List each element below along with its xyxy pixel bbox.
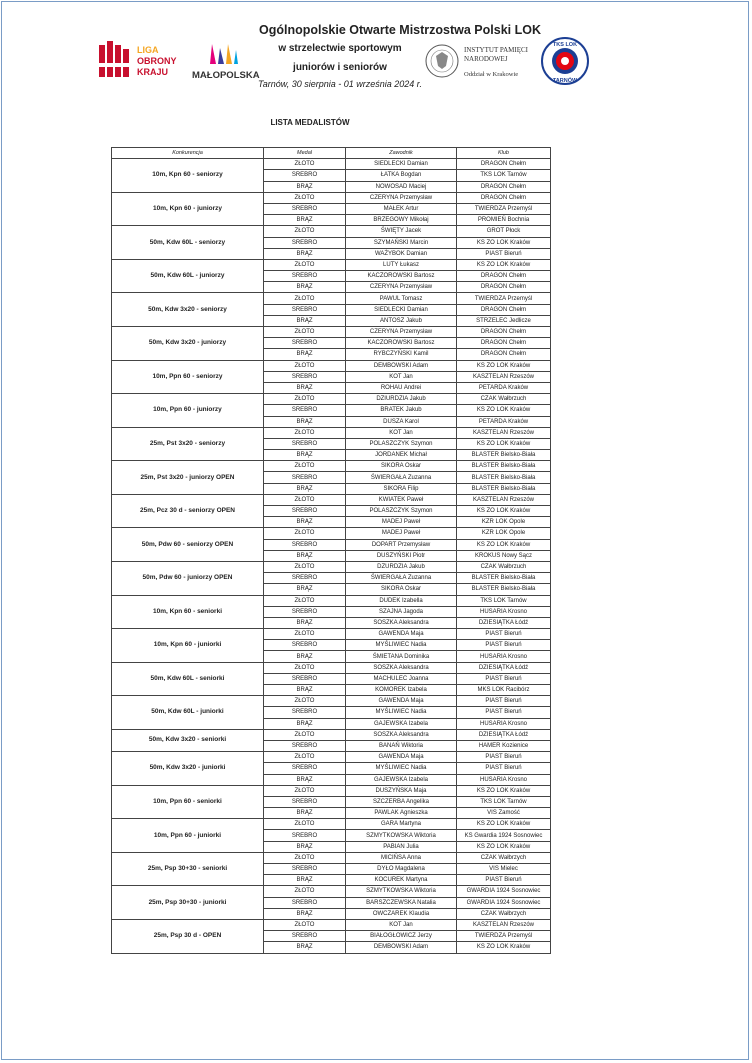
club-cell: BLASTER Bielsko-Biała (457, 472, 551, 483)
medal-cell: SREBRO (264, 796, 346, 807)
club-cell: GWARDIA 1924 Sosnowiec (457, 897, 551, 908)
club-cell: BLASTER Bielsko-Biała (457, 573, 551, 584)
club-cell: CZAK Wałbrzuch (457, 561, 551, 572)
medal-cell: SREBRO (264, 170, 346, 181)
medal-cell: BRĄZ (264, 908, 346, 919)
athlete-cell: RYBCZYŃSKI Kamil (346, 349, 457, 360)
club-cell: KASZTELAN Rzeszów (457, 427, 551, 438)
club-cell: KASZTELAN Rzeszów (457, 494, 551, 505)
event-name: 50m, Kdw 60L - juniorki (112, 696, 264, 730)
event-name: 10m, Kpn 60 - seniorki (112, 595, 264, 629)
athlete-cell: SOSZKA Aleksandra (346, 729, 457, 740)
club-cell: DRAGON Chełm (457, 181, 551, 192)
ipn-line2: NARODOWEJ (464, 55, 508, 63)
athlete-cell: DEMBOWSKI Adam (346, 942, 457, 953)
medal-cell: ZŁOTO (264, 729, 346, 740)
athlete-cell: MADEJ Paweł (346, 528, 457, 539)
medal-cell: ZŁOTO (264, 785, 346, 796)
athlete-cell: SIKORA Oskar (346, 461, 457, 472)
medal-cell: SREBRO (264, 405, 346, 416)
athlete-cell: BRATEK Jakub (346, 405, 457, 416)
page-subtitle-2: juniorów i seniorów (293, 62, 387, 73)
athlete-cell: KOT Jan (346, 919, 457, 930)
athlete-cell: NOWOSAD Maciej (346, 181, 457, 192)
medal-cell: BRĄZ (264, 617, 346, 628)
club-cell: DRAGON Chełm (457, 304, 551, 315)
club-cell: PIAST Bieruń (457, 875, 551, 886)
athlete-cell: BRZEGOWY Mikołaj (346, 215, 457, 226)
table-row (112, 729, 551, 740)
event-name: 25m, Psp 30+30 - seniorki (112, 852, 264, 886)
ipn-line1: INSTYTUT PAMIĘCI (464, 46, 528, 54)
club-cell: KS ZO LOK Kraków (457, 841, 551, 852)
athlete-cell: DUSZA Karol (346, 416, 457, 427)
medal-cell: BRĄZ (264, 718, 346, 729)
tks-logo-bottom: TARNÓW (552, 78, 578, 84)
event-name: 10m, Kpn 60 - seniorzy (112, 159, 264, 193)
medal-cell: SREBRO (264, 830, 346, 841)
athlete-cell: GAJEWSKA Izabela (346, 774, 457, 785)
medal-cell: SREBRO (264, 438, 346, 449)
athlete-cell: CZERYNA Przemysław (346, 192, 457, 203)
table-row (112, 785, 551, 796)
event-name: 50m, Kdw 60L - seniorzy (112, 226, 264, 260)
header-club: Klub (457, 148, 551, 159)
athlete-cell: CZERYNA Przemysław (346, 282, 457, 293)
athlete-cell: DUSZYŃSKI Piotr (346, 550, 457, 561)
athlete-cell: DUDEK Izabella (346, 595, 457, 606)
medal-cell: BRĄZ (264, 215, 346, 226)
table-row (112, 919, 551, 930)
medal-cell: BRĄZ (264, 282, 346, 293)
table-row (112, 192, 551, 203)
event-name: 50m, Pdw 60 - juniorzy OPEN (112, 561, 264, 595)
medal-cell: BRĄZ (264, 517, 346, 528)
tks-logo (540, 36, 590, 86)
medal-cell: BRĄZ (264, 416, 346, 427)
athlete-cell: SIKORA Oskar (346, 584, 457, 595)
ipn-line3: Oddział w Krakowie (464, 71, 519, 78)
medal-cell: SREBRO (264, 573, 346, 584)
table-row (112, 629, 551, 640)
table-body (112, 159, 551, 953)
table-row (112, 293, 551, 304)
page-title: Ogólnopolskie Otwarte Mistrzostwa Polski LOK (259, 23, 541, 37)
club-cell: KS ZO LOK Kraków (457, 506, 551, 517)
club-cell: HAMER Kozienice (457, 740, 551, 751)
athlete-cell: ŁATKA Bogdan (346, 170, 457, 181)
medal-cell: BRĄZ (264, 685, 346, 696)
medal-cell: ZŁOTO (264, 886, 346, 897)
athlete-cell: POLASZCZYK Szymon (346, 506, 457, 517)
medal-cell: BRĄZ (264, 808, 346, 819)
athlete-cell: SZYMAŃSKI Marcin (346, 237, 457, 248)
club-cell: DZIESIĄTKA Łódź (457, 617, 551, 628)
medal-cell: ZŁOTO (264, 394, 346, 405)
medal-cell: SREBRO (264, 931, 346, 942)
athlete-cell: ROHAU Andrei (346, 382, 457, 393)
event-name: 50m, Pdw 60 - seniorzy OPEN (112, 528, 264, 562)
athlete-cell: SIEDLECKI Damian (346, 304, 457, 315)
medal-cell: ZŁOTO (264, 494, 346, 505)
medal-cell: SREBRO (264, 707, 346, 718)
club-cell: PIAST Bieruń (457, 707, 551, 718)
club-cell: TKS LOK Tarnów (457, 796, 551, 807)
medal-cell: BRĄZ (264, 942, 346, 953)
event-name: 50m, Kdw 60L - seniorki (112, 662, 264, 696)
club-cell: TWIERDZA Przemyśl (457, 293, 551, 304)
athlete-cell: PABIAN Julia (346, 841, 457, 852)
club-cell: DRAGON Chełm (457, 327, 551, 338)
table-row (112, 159, 551, 170)
club-cell: PROMIEŃ Bochnia (457, 215, 551, 226)
athlete-cell: MACHULEC Joanna (346, 673, 457, 684)
athlete-cell: KACZOROWSKI Bartosz (346, 271, 457, 282)
athlete-cell: SOSZKA Aleksandra (346, 662, 457, 673)
club-cell: PIAST Bieruń (457, 248, 551, 259)
table-row (112, 561, 551, 572)
event-name: 25m, Pcz 30 d - seniorzy OPEN (112, 494, 264, 528)
event-name: 50m, Kdw 3x20 - seniorzy (112, 293, 264, 327)
medal-cell: SREBRO (264, 338, 346, 349)
table-row (112, 461, 551, 472)
medal-cell: ZŁOTO (264, 226, 346, 237)
club-cell: PETARDA Kraków (457, 382, 551, 393)
club-cell: PIAST Bieruń (457, 673, 551, 684)
club-cell: DZIESIĄTKA Łódź (457, 662, 551, 673)
medal-cell: ZŁOTO (264, 752, 346, 763)
medal-cell: ZŁOTO (264, 819, 346, 830)
athlete-cell: SZCZERBA Angelika (346, 796, 457, 807)
athlete-cell: DOPART Przemysław (346, 539, 457, 550)
club-cell: CZAK Wałbrzych (457, 852, 551, 863)
medal-cell: ZŁOTO (264, 461, 346, 472)
athlete-cell: KACZOROWSKI Bartosz (346, 338, 457, 349)
medal-cell: BRĄZ (264, 774, 346, 785)
club-cell: PIAST Bieruń (457, 752, 551, 763)
medal-cell: ZŁOTO (264, 561, 346, 572)
event-name: 50m, Kdw 3x20 - juniorzy (112, 327, 264, 361)
athlete-cell: OWCZAREK Klaudia (346, 908, 457, 919)
club-cell: HUSARIA Krosno (457, 651, 551, 662)
athlete-cell: KWIATEK Paweł (346, 494, 457, 505)
athlete-cell: SOSZKA Aleksandra (346, 617, 457, 628)
event-name: 25m, Psp 30 d - OPEN (112, 919, 264, 953)
athlete-cell: SZAJNA Jagoda (346, 606, 457, 617)
medal-cell: ZŁOTO (264, 259, 346, 270)
event-name: 50m, Kdw 60L - juniorzy (112, 259, 264, 293)
athlete-cell: ANTOSZ Jakub (346, 315, 457, 326)
athlete-cell: KOMOREK Izabela (346, 685, 457, 696)
athlete-cell: BARSZCZEWSKA Natalia (346, 897, 457, 908)
medal-cell: ZŁOTO (264, 629, 346, 640)
club-cell: PETARDA Kraków (457, 416, 551, 427)
tks-logo-top: TKS LOK (552, 42, 578, 48)
event-name: 25m, Pst 3x20 - seniorzy (112, 427, 264, 461)
event-name: 25m, Pst 3x20 - juniorzy OPEN (112, 461, 264, 495)
medal-cell: BRĄZ (264, 483, 346, 494)
club-cell: DRAGON Chełm (457, 192, 551, 203)
medal-cell: SREBRO (264, 539, 346, 550)
lok-logo-line3: KRAJU (137, 67, 169, 77)
athlete-cell: SIEDLECKI Damian (346, 159, 457, 170)
medal-cell: SREBRO (264, 203, 346, 214)
club-cell: DZIESIĄTKA Łódź (457, 729, 551, 740)
medal-cell: BRĄZ (264, 315, 346, 326)
event-name: 10m, Ppn 60 - seniorki (112, 785, 264, 819)
header-medal: Medal (264, 148, 346, 159)
medal-cell: ZŁOTO (264, 662, 346, 673)
athlete-cell: ŚWIERGAŁA Zuzanna (346, 573, 457, 584)
athlete-cell: MYŚLIWIEC Nadia (346, 707, 457, 718)
athlete-cell: GARA Martyna (346, 819, 457, 830)
club-cell: KASZTELAN Rzeszów (457, 371, 551, 382)
medal-cell: SREBRO (264, 763, 346, 774)
athlete-cell: PAWLAK Agnieszka (346, 808, 457, 819)
athlete-cell: KOT Jan (346, 371, 457, 382)
medal-cell: SREBRO (264, 271, 346, 282)
athlete-cell: CZERYNA Przemysław (346, 327, 457, 338)
medal-cell: ZŁOTO (264, 192, 346, 203)
club-cell: HUSARIA Krosno (457, 718, 551, 729)
athlete-cell: KOCUREK Martyna (346, 875, 457, 886)
medal-cell: ZŁOTO (264, 360, 346, 371)
athlete-cell: DZURDZIA Jakub (346, 561, 457, 572)
table-row (112, 494, 551, 505)
medal-cell: ZŁOTO (264, 919, 346, 930)
table-row (112, 852, 551, 863)
athlete-cell: BANAŃ Wiktoria (346, 740, 457, 751)
medal-cell: ZŁOTO (264, 327, 346, 338)
athlete-cell: DYŁO Magdalena (346, 864, 457, 875)
lok-logo (99, 39, 179, 81)
club-cell: KS ZO LOK Kraków (457, 539, 551, 550)
athlete-cell: BIAŁOGŁOWICZ Jerzy (346, 931, 457, 942)
table-row (112, 662, 551, 673)
athlete-cell: GAWENDA Maja (346, 629, 457, 640)
medal-cell: ZŁOTO (264, 159, 346, 170)
club-cell: DRAGON Chełm (457, 271, 551, 282)
club-cell: KASZTELAN Rzeszów (457, 919, 551, 930)
athlete-cell: GAWENDA Maja (346, 696, 457, 707)
medal-cell: SREBRO (264, 371, 346, 382)
medal-cell: BRĄZ (264, 450, 346, 461)
medal-cell: SREBRO (264, 740, 346, 751)
athlete-cell: MYŚLIWIEC Nadia (346, 763, 457, 774)
table-row (112, 427, 551, 438)
club-cell: KROKUS Nowy Sącz (457, 550, 551, 561)
medal-cell: ZŁOTO (264, 595, 346, 606)
club-cell: BLASTER Bielsko-Biała (457, 584, 551, 595)
table-row (112, 819, 551, 830)
table-header-row (112, 148, 551, 159)
medal-cell: SREBRO (264, 506, 346, 517)
table-row (112, 327, 551, 338)
athlete-cell: LUTY Łukasz (346, 259, 457, 270)
club-cell: MKS LOK Racibórz (457, 685, 551, 696)
malopolska-logo-text: MAŁOPOLSKA (192, 70, 260, 81)
athlete-cell: MYŚLIWIEC Nadia (346, 640, 457, 651)
athlete-cell: SIKORA Filip (346, 483, 457, 494)
club-cell: PIAST Bieruń (457, 629, 551, 640)
club-cell: KS Gwardia 1924 Sosnowiec (457, 830, 551, 841)
table-row (112, 752, 551, 763)
club-cell: TKS LOK Tarnów (457, 595, 551, 606)
medal-cell: SREBRO (264, 673, 346, 684)
club-cell: KS ZO LOK Kraków (457, 405, 551, 416)
medal-cell: BRĄZ (264, 841, 346, 852)
event-name: 50m, Kdw 3x20 - juniorki (112, 752, 264, 786)
medal-cell: SREBRO (264, 472, 346, 483)
club-cell: KS ZO LOK Kraków (457, 785, 551, 796)
medal-cell: SREBRO (264, 897, 346, 908)
athlete-cell: ŚWIĘTY Jacek (346, 226, 457, 237)
club-cell: KS ZO LOK Kraków (457, 360, 551, 371)
club-cell: KS ZO LOK Kraków (457, 942, 551, 953)
medal-cell: BRĄZ (264, 651, 346, 662)
page-subtitle-1: w strzelectwie sportowym (278, 43, 402, 54)
athlete-cell: ŚMIETANA Dominika (346, 651, 457, 662)
medal-cell: SREBRO (264, 864, 346, 875)
athlete-cell: SZMYTKOWSKA Wiktoria (346, 886, 457, 897)
athlete-cell: ŚWIERGAŁA Zuzanna (346, 472, 457, 483)
athlete-cell: POLASZCZYK Szymon (346, 438, 457, 449)
club-cell: PIAST Bieruń (457, 640, 551, 651)
athlete-cell: MADEJ Paweł (346, 517, 457, 528)
medal-cell: BRĄZ (264, 584, 346, 595)
medal-cell: ZŁOTO (264, 852, 346, 863)
medal-cell: BRĄZ (264, 349, 346, 360)
event-name: 10m, Kpn 60 - juniorki (112, 629, 264, 663)
club-cell: HUSARIA Krosno (457, 774, 551, 785)
athlete-cell: GAJEWSKA Izabela (346, 718, 457, 729)
club-cell: KS ZO LOK Kraków (457, 819, 551, 830)
table-row (112, 226, 551, 237)
athlete-cell: MAŁEK Artur (346, 203, 457, 214)
club-cell: TKS LOK Tarnów (457, 170, 551, 181)
medal-cell: ZŁOTO (264, 528, 346, 539)
club-cell: GROT Płock (457, 226, 551, 237)
club-cell: CZAK Wałbrzych (457, 908, 551, 919)
athlete-cell: DZIURDZIA Jakub (346, 394, 457, 405)
club-cell: KS ZO LOK Kraków (457, 259, 551, 270)
club-cell: STRZELEC Jedlicze (457, 315, 551, 326)
lok-logo-line1: LIGA (137, 45, 159, 55)
athlete-cell: KOT Jan (346, 427, 457, 438)
club-cell: PIAST Bieruń (457, 696, 551, 707)
event-name: 10m, Ppn 60 - juniorki (112, 819, 264, 853)
club-cell: TWIERDZA Przemyśl (457, 931, 551, 942)
medal-cell: ZŁOTO (264, 293, 346, 304)
medal-cell: ZŁOTO (264, 696, 346, 707)
club-cell: VIS Mielec (457, 864, 551, 875)
athlete-cell: SZMYTKOWSKA Wiktoria (346, 830, 457, 841)
club-cell: VIS Zamość (457, 808, 551, 819)
event-name: 10m, Kpn 60 - juniorzy (112, 192, 264, 226)
club-cell: KZR LOK Opole (457, 517, 551, 528)
club-cell: KS ZO LOK Kraków (457, 237, 551, 248)
medal-cell: SREBRO (264, 237, 346, 248)
athlete-cell: DUSZYŃSKA Maja (346, 785, 457, 796)
ipn-logo (424, 40, 554, 82)
club-cell: DRAGON Chełm (457, 282, 551, 293)
table-row (112, 394, 551, 405)
club-cell: DRAGON Chełm (457, 338, 551, 349)
athlete-cell: GAWENDA Maja (346, 752, 457, 763)
table-row (112, 696, 551, 707)
list-title: LISTA MEDALISTÓW (270, 118, 350, 127)
club-cell: BLASTER Bielsko-Biała (457, 461, 551, 472)
athlete-cell: MICIŃSA Anna (346, 852, 457, 863)
club-cell: CZAK Wałbrzuch (457, 394, 551, 405)
table-row (112, 259, 551, 270)
medal-cell: BRĄZ (264, 382, 346, 393)
table-row (112, 360, 551, 371)
event-name: 10m, Ppn 60 - juniorzy (112, 394, 264, 428)
medal-cell: BRĄZ (264, 550, 346, 561)
event-date: Tarnów, 30 sierpnia - 01 września 2024 r. (258, 79, 422, 89)
club-cell: HUSARIA Krosno (457, 606, 551, 617)
athlete-cell: PAWUL Tomasz (346, 293, 457, 304)
athlete-cell: DEMBOWSKI Adam (346, 360, 457, 371)
club-cell: DRAGON Chełm (457, 349, 551, 360)
club-cell: TWIERDZA Przemyśl (457, 203, 551, 214)
header-athlete: Zawodnik (346, 148, 457, 159)
medal-cell: SREBRO (264, 606, 346, 617)
event-name: 25m, Psp 30+30 - juniorki (112, 886, 264, 920)
medal-cell: ZŁOTO (264, 427, 346, 438)
club-cell: BLASTER Bielsko-Biała (457, 483, 551, 494)
club-cell: PIAST Bieruń (457, 763, 551, 774)
lok-logo-line2: OBRONY (137, 56, 177, 66)
table-row (112, 595, 551, 606)
table-row (112, 528, 551, 539)
medal-cell: BRĄZ (264, 248, 346, 259)
medalists-table (111, 147, 551, 954)
medal-cell: BRĄZ (264, 181, 346, 192)
header-event: Konkurencja (112, 148, 264, 159)
club-cell: DRAGON Chełm (457, 159, 551, 170)
club-cell: KZR LOK Opole (457, 528, 551, 539)
athlete-cell: JORDANEK Michał (346, 450, 457, 461)
event-name: 10m, Ppn 60 - seniorzy (112, 360, 264, 394)
medal-cell: SREBRO (264, 304, 346, 315)
medal-cell: BRĄZ (264, 875, 346, 886)
event-name: 50m, Kdw 3x20 - seniorki (112, 729, 264, 751)
medal-cell: SREBRO (264, 640, 346, 651)
club-cell: KS ZO LOK Kraków (457, 438, 551, 449)
athlete-cell: WAŻYBOK Damian (346, 248, 457, 259)
club-cell: BLASTER Bielsko-Biała (457, 450, 551, 461)
table-row (112, 886, 551, 897)
document-header (0, 0, 752, 120)
club-cell: GWARDIA 1924 Sosnowiec (457, 886, 551, 897)
